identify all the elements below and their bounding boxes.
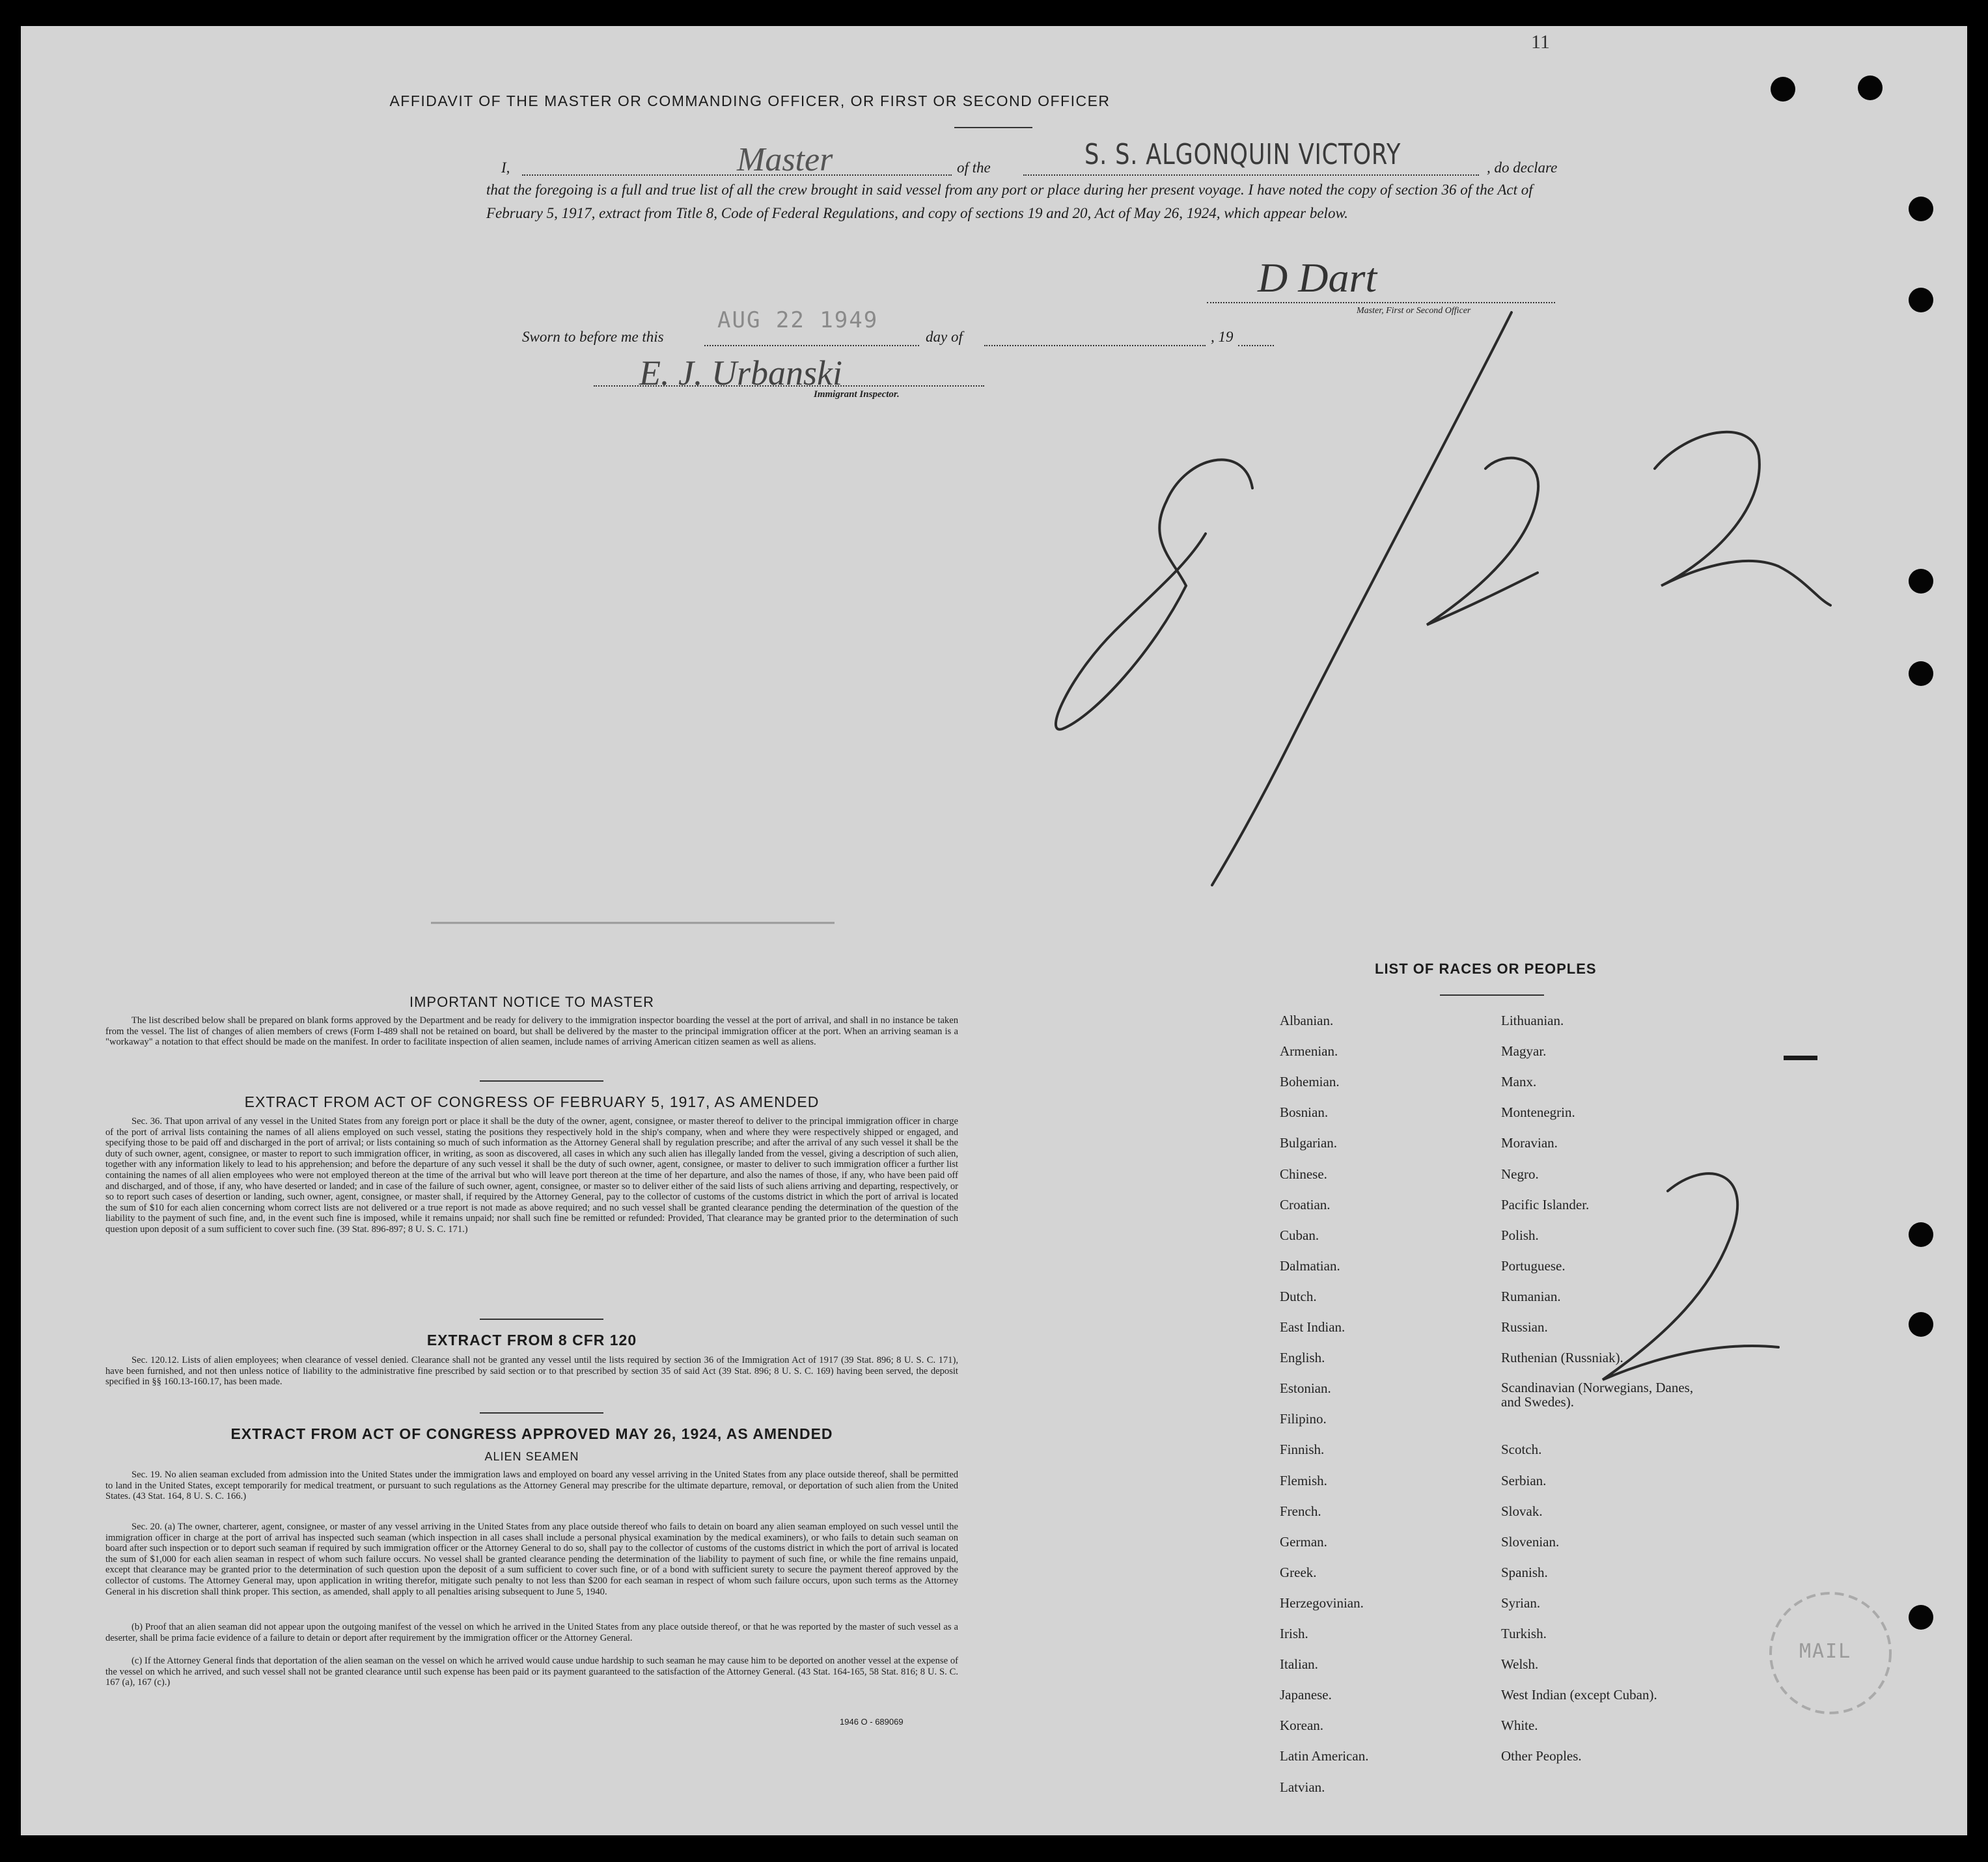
mail-stamp-text: MAIL	[1799, 1640, 1852, 1663]
race-item: Korean.	[1280, 1718, 1324, 1734]
races-heading: LIST OF RACES OR PEOPLES	[1375, 961, 1597, 977]
affidavit-declaration-text: that the foregoing is a full and true list of all the crew brought in said vessel from any port or place during her present voyage. I have noted the copy of section 36 of the Act of February 5, 1917, extract from Title 8, Code of Federal Regulations, and copy of sections 19 and 20, Act of May 26, 1924, which appear below.	[486, 182, 1533, 221]
extract-1924-sec19: Sec. 19. No alien seaman excluded from admission into the United States under the immigration laws and employed on board any vessel arriving in the United States from any place outside thereof, shall be permitted to land in the United States, except temporarily for medical treatment, or pursuant to such regulations as the Attorney General may prescribe for the ultimate departure, removal, or deportation of such alien from the United States. (43 Stat. 164, 8 U. S. C. 166.)	[105, 1470, 958, 1502]
year-prefix: , 19	[1211, 329, 1234, 345]
race-item: Spanish.	[1501, 1564, 1548, 1580]
race-item: Ruthenian (Russniak).	[1501, 1350, 1623, 1366]
extract-1917-divider	[480, 1319, 603, 1320]
race-item: English.	[1280, 1350, 1325, 1366]
affidavit-i: I,	[501, 159, 510, 176]
race-item: Latvian.	[1280, 1779, 1325, 1795]
race-item: Magyar.	[1501, 1043, 1547, 1060]
ink-dash	[1784, 1056, 1817, 1060]
notice-heading: IMPORTANT NOTICE TO MASTER	[409, 994, 654, 1010]
race-item: Moravian.	[1501, 1135, 1558, 1151]
race-item: Armenian.	[1280, 1043, 1338, 1060]
race-item: Other Peoples.	[1501, 1748, 1582, 1764]
race-item: Dalmatian.	[1280, 1257, 1340, 1274]
race-item: Russian.	[1501, 1319, 1548, 1335]
race-item: Serbian.	[1501, 1472, 1547, 1488]
race-item: Cuban.	[1280, 1227, 1319, 1243]
race-item: Bosnian.	[1280, 1104, 1329, 1121]
extract-1924-sec20a: Sec. 20. (a) The owner, charterer, agent, consignee, or master of any vessel arriving in the United States from any place outside thereof who fails to detain on board any alien seaman employed on such vessel until the immigration officer in charge at the port of arrival has inspected such seaman (which inspection in all cases shall include a personal physical examination by the medical examiners), or who fails to detain such seaman on board after such inspection or to deport such seaman if required by such immigration officer or the Attorney General to do so, shall pay to the collector of customs of the customs district in which the port of arrival is located the sum of $1,000 for each alien seaman in respect of whom such failure occurs. No vessel shall be granted clearance pending the determination of the liability to payment of such fine, or while the fine remains unpaid, except that clearance may be granted prior to the determination of such question upon the deposit of a sum sufficient to cover such fine, or of a bond with sufficient surety to secure the payment thereof approved by the collector of customs. The Attorney General may, upon application in writing therefor, mitigate such penalty to not less than $200 for each seaman in respect of whom such failure occurs, upon such terms as the Attorney General in his discretion shall think proper. This section, as amended, shall apply to all penalties arising subsequent to June 5, 1940.	[105, 1522, 958, 1597]
affidavit-title: AFFIDAVIT OF THE MASTER OR COMMANDING OFFICER, OR FIRST OR SECOND OFFICER	[389, 92, 1111, 109]
document-page	[21, 26, 1967, 1835]
race-item: Rumanian.	[1501, 1288, 1561, 1304]
notice-divider	[480, 1080, 603, 1082]
affidavit-of-the: of the	[957, 159, 991, 176]
race-item: Filipino.	[1280, 1411, 1327, 1427]
master-handwritten: Master	[737, 141, 833, 178]
digit-two-second	[1655, 432, 1830, 605]
race-item: Slovak.	[1501, 1503, 1543, 1519]
extract-1924-sec20c: (c) If the Attorney General finds that deportation of the alien seaman on the vessel on which he arrived would cause undue hardship to such seaman he may cause him to be deported on another vessel at the expense of the vessel on which he arrived, and such vessel shall not be granted clearance until such expense has been paid or its payment guaranteed to the satisfaction of the Attorney General. (43 Stat. 164-165, 58 Stat. 816; 8 U. S. C. 167 (a), 167 (c).)	[105, 1656, 958, 1688]
race-item: Finnish.	[1280, 1442, 1325, 1458]
race-item: Slovenian.	[1501, 1533, 1560, 1550]
race-item: Irish.	[1280, 1626, 1308, 1641]
race-item: Herzegovinian.	[1280, 1595, 1364, 1611]
race-item: Albanian.	[1280, 1013, 1334, 1028]
race-item: Chinese.	[1280, 1166, 1327, 1182]
race-item: Scotch.	[1501, 1442, 1542, 1458]
race-item: Syrian.	[1501, 1595, 1541, 1611]
race-item: German.	[1280, 1533, 1327, 1550]
race-item: West Indian (except Cuban).	[1501, 1687, 1657, 1703]
race-item: Polish.	[1501, 1227, 1539, 1243]
extract-1924-heading: EXTRACT FROM ACT OF CONGRESS APPROVED MAY 26, 1924, AS AMENDED	[230, 1425, 833, 1442]
race-item: East Indian.	[1280, 1319, 1346, 1335]
race-item: Manx.	[1501, 1074, 1537, 1090]
digit-two-first	[1427, 458, 1538, 625]
corner-mark: 11	[1531, 31, 1550, 53]
digit-two-lower	[1603, 1173, 1778, 1380]
cfr-heading: EXTRACT FROM 8 CFR 120	[426, 1332, 637, 1349]
race-item: Bulgarian.	[1280, 1135, 1338, 1151]
race-item: White.	[1501, 1718, 1538, 1734]
signature-caption: Master, First or Second Officer	[1357, 306, 1471, 316]
race-item: Scandinavian (Norwegians, Danes, and Swedes).	[1501, 1380, 1694, 1410]
race-item: Croatian.	[1280, 1196, 1331, 1212]
race-item: Lithuanian.	[1501, 1013, 1564, 1028]
master-signature: D Dart	[1258, 254, 1377, 301]
race-item: Montenegrin.	[1501, 1104, 1575, 1121]
sworn-label: Sworn to before me this	[522, 329, 664, 345]
race-item: Japanese.	[1280, 1687, 1332, 1703]
race-item: Turkish.	[1501, 1626, 1547, 1641]
race-item: Flemish.	[1280, 1472, 1327, 1488]
race-item: Italian.	[1280, 1656, 1318, 1673]
race-item: French.	[1280, 1503, 1321, 1519]
printer-code: 1946 O - 689069	[840, 1717, 904, 1727]
race-item: Bohemian.	[1280, 1074, 1340, 1090]
vessel-name: S. S. ALGONQUIN VICTORY	[1084, 138, 1401, 171]
notice-body: The list described below shall be prepared on blank forms approved by the Department and be ready for delivery to the immigration inspector boarding the vessel at the port of arrival, and shall in no instance be taken from the vessel. The list of changes of alien members of crews (Form I-489 shall not be retained on board, but shall be delivered by the master to the principal immigration officer at the port. When an arriving seaman is a "workaway" a notation to that effect should be made on the manifest. In order to facilitate inspection of alien seamen, include names of arriving American citizen seamen as well as aliens.	[105, 1015, 958, 1048]
extract-1917-body: Sec. 36. That upon arrival of any vessel in the United States from any foreign port or place it shall be the duty of the owner, agent, consignee, or master thereof to deliver to the principal immigration officer in charge of the port of arrival lists containing the names of all aliens employed on such vessel, stating the positions they respectively hold in the ship's company, when and where they were respectively shipped or engaged, and specifying those to be paid off and discharged in the port of arrival; or lists containing so much of such information as the Attorney General shall by regulation prescribe; and after the arrival of any such vessel it shall be the duty of such owner, agent, consignee, or master to report to such immigration officer, in writing, as soon as discovered, all cases in which any such alien has illegally landed from the vessel, giving a description of such alien, together with any information likely to lead to his apprehension; and before the departure of any such vessel it shall be the duty of such owner, agent, consignee, or master to deliver to such immigration officer a further list containing the names of all alien employees who were not employed thereon at the time of the arrival but who will leave port thereon at the time of her departure, and also the names of those, if any, who have been paid off and discharged, and of those, if any, who have deserted or landed; and in case of the failure of such owner, agent, consignee, or master so to deliver either of the said lists of such aliens arriving and departing, respectively, or so to report such cases of desertion or landing, such owner, agent, consignee, or master shall, if required by the Attorney General, pay to the collector of customs of the customs district in which the port of arrival is located the sum of $10 for each alien concerning whom correct lists are not delivered or a true report is not made as above required; and no such vessel shall be granted clearance pending the determination of the question of the liability to the payment of such fine, and, in the event such fine is imposed, while it remains unpaid; nor shall such fine be remitted or refunded: Provided, That clearance may be granted prior to the determination of such question upon deposit of a sum sufficient to cover such fine. (39 Stat. 896-897; 8 U. S. C. 171.)	[105, 1116, 958, 1235]
race-item: Pacific Islander.	[1501, 1196, 1590, 1212]
race-item: Greek.	[1280, 1564, 1317, 1580]
cfr-body: Sec. 120.12. Lists of alien employees; when clearance of vessel denied. Clearance shall not be granted any vessel until the lists required by section 36 of the Immigration Act of 1917 (39 Stat. 896; 8 U. S. C. 171), have been furnished, and not then unless notice of liability to the administrative fine prescribed by said section or to that prescribed by section 35 of said Act (39 Stat. 896; 8 U. S. C. 169) having been served, the deposit specified in §§ 160.13-160.17, has been made.	[105, 1355, 958, 1388]
race-item: Latin American.	[1280, 1748, 1369, 1764]
affidavit-do-declare: , do declare	[1487, 159, 1558, 176]
slash-mark	[1212, 312, 1512, 885]
inspector-signature: E. J. Urbanski	[639, 353, 842, 392]
race-item: Dutch.	[1280, 1288, 1317, 1304]
races-divider	[1440, 994, 1544, 996]
inspector-caption: Immigrant Inspector.	[814, 389, 900, 400]
day-of-label: day of	[926, 329, 963, 345]
race-item: Welsh.	[1501, 1656, 1539, 1673]
race-item: Estonian.	[1280, 1380, 1331, 1397]
race-item: Portuguese.	[1501, 1257, 1566, 1274]
extract-1917-heading: EXTRACT FROM ACT OF CONGRESS OF FEBRUARY 5, 1917, AS AMENDED	[244, 1093, 820, 1110]
race-item: Negro.	[1501, 1166, 1539, 1182]
extract-1924-subheading: ALIEN SEAMEN	[484, 1450, 579, 1463]
cfr-divider	[480, 1412, 603, 1414]
digit-eight	[1056, 459, 1252, 729]
extract-1924-sec20b: (b) Proof that an alien seaman did not appear upon the outgoing manifest of the vessel on which he arrived in the United States from any place outside thereof, or that he was reported by the master of such vessel as a deserter, shall be prima facie evidence of a failure to detain or deport after requirement by the immigration officer or the Attorney General.	[105, 1622, 958, 1643]
sworn-date-stamp: AUG 22 1949	[717, 307, 879, 333]
